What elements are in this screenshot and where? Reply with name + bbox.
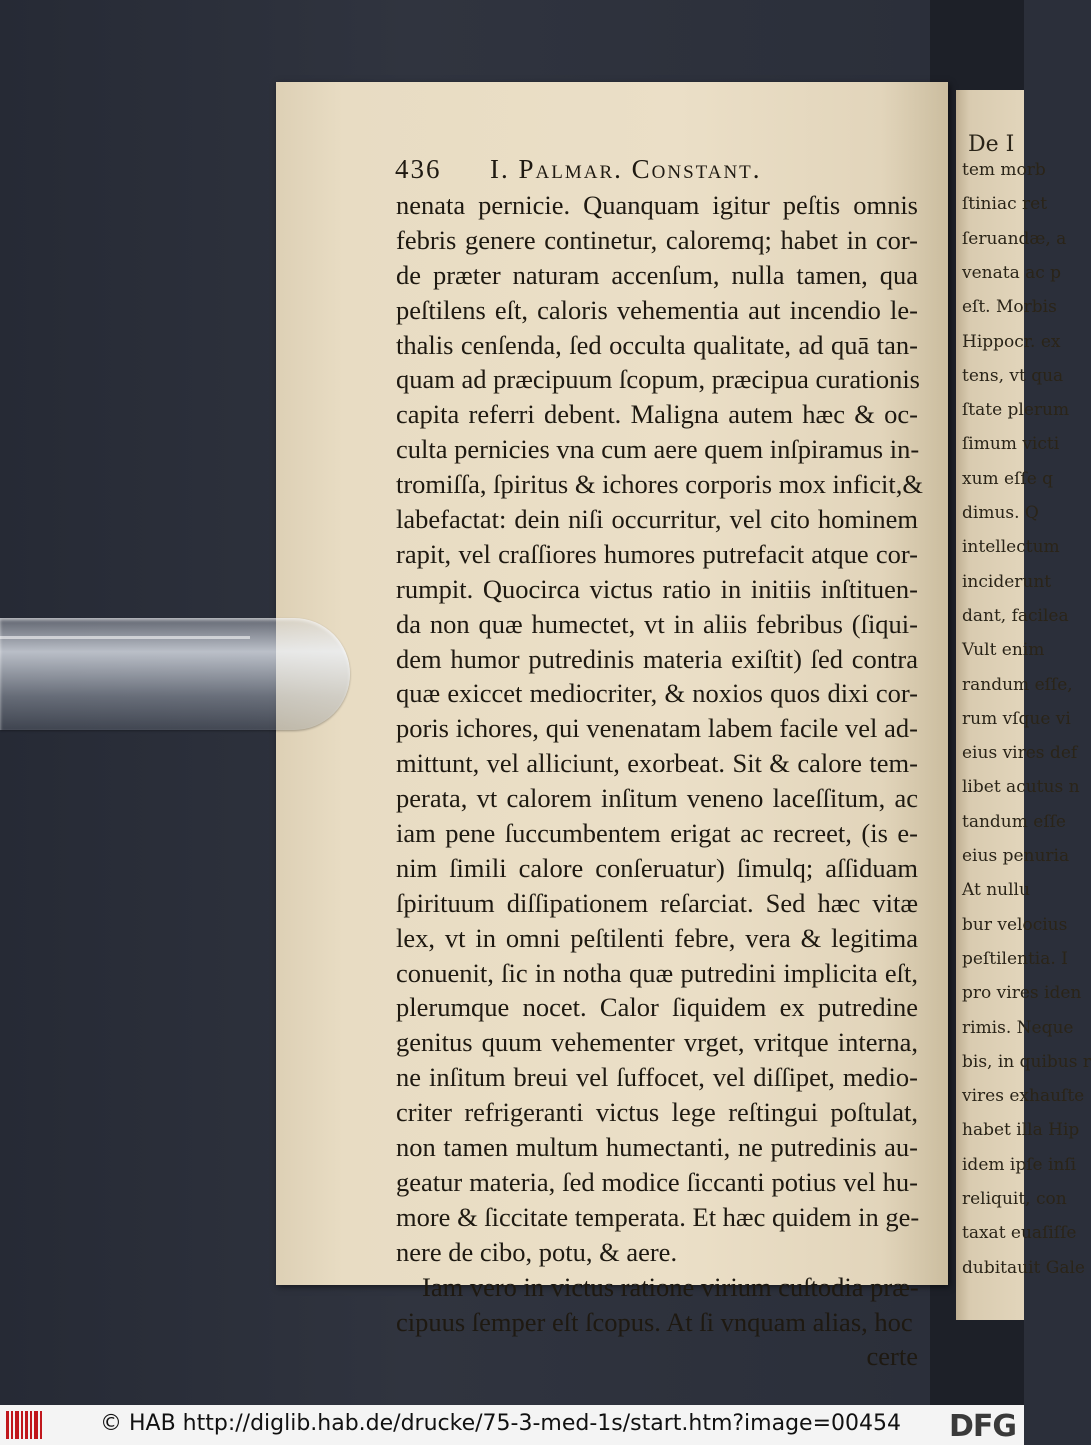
adjacent-text-fragment: Hippocr. ex	[962, 331, 1061, 352]
adjacent-text-fragment: tem morb	[962, 160, 1046, 180]
text-line: rapit, vel craſſiores humores putrefacit atque cor-	[396, 538, 918, 569]
text-line: ne inſitum breui vel ſuffocet, vel diſſipet, medio-	[396, 1062, 918, 1093]
text-line: geatur materia, ſed modice ſiccanti potius vel hu-	[396, 1166, 918, 1197]
adjacent-text-fragment: venata ac p	[962, 262, 1062, 283]
text-line: labefactat: dein niſi occurritur, vel cito hominem	[396, 504, 918, 535]
adjacent-text-fragment: reliquit, con	[962, 1189, 1067, 1209]
text-line: cipuus ſemper eſt ſcopus. At ſi vnquam alias, hoc	[396, 1306, 913, 1337]
text-line: peſtilens eſt, caloris vehementia aut incendio le-	[396, 294, 918, 325]
text-line: nere de cibo, potu, & aere.	[396, 1236, 678, 1267]
adjacent-text-fragment: At nullu	[962, 880, 1030, 901]
adjacent-text-fragment: ſtiniac ret	[962, 194, 1048, 215]
text-line: capita referri debent. Maligna autem hæc & oc-	[396, 399, 918, 430]
text-line: mittunt, vel alliciunt, exorbeat. Sit & calore tem-	[396, 748, 918, 779]
hab-barcode-logo	[6, 1411, 46, 1439]
text-line: poris ichores, qui venenatam labem facile vel ad-	[396, 713, 918, 744]
text-line: quæ exiccet mediocriter, & noxios quos dixi cor-	[396, 678, 918, 709]
catchword: certe	[866, 1341, 918, 1372]
running-header	[395, 154, 915, 188]
barcode-bar	[21, 1411, 23, 1439]
adjacent-text-fragment: De I	[968, 132, 1015, 157]
adjacent-text-fragment: ſeruandæ, a	[962, 228, 1067, 249]
running-head-title: I. Palmar. Constant.	[490, 154, 762, 184]
text-line: febris genere continetur, caloremq; habet in cor-	[396, 224, 918, 255]
text-line: rumpit. Quocirca victus ratio in initiis inſtituen-	[396, 573, 918, 604]
adjacent-text-fragment: peſtilentia. I	[962, 948, 1068, 969]
adjacent-text-fragment: dant, facilea	[962, 605, 1069, 626]
page-number: 436	[395, 154, 442, 184]
text-line: lex, vt in omni peſtilenti febre, vera & legitima	[396, 922, 918, 953]
adjacent-text-fragment: tandum eſſe	[962, 811, 1066, 832]
text-line: nenata pernicie. Quanquam igitur peſtis omnis	[396, 190, 918, 220]
adjacent-text-fragment: dubitauit Gale	[962, 1257, 1085, 1278]
adjacent-text-fragment: eius penuria	[962, 846, 1070, 866]
text-line: criter refrigeranti victus lege reſtingui poſtulat,	[396, 1097, 918, 1128]
barcode-bar	[6, 1411, 9, 1439]
barcode-bar	[40, 1411, 42, 1439]
adjacent-text-fragment: habet illa Hip	[962, 1120, 1080, 1141]
text-line: iam pene ſuccumbentem erigat ac recreet, (is e-	[396, 818, 918, 849]
adjacent-text-fragment: ſtate plerum	[962, 400, 1070, 421]
text-line: culta pernicies vna cum aere quem inſpiramus in-	[396, 434, 920, 465]
glass-highlight	[0, 636, 250, 639]
adjacent-text-fragment: rimis. Neque	[962, 1017, 1074, 1038]
adjacent-text-fragment: bur velocius	[962, 914, 1068, 935]
text-line: Iam vero in victus ratione virium cuſtodia præ-	[422, 1271, 919, 1302]
dfg-logo: DFG	[948, 1409, 1016, 1444]
adjacent-text-fragment: randum eſſe,	[962, 674, 1073, 695]
text-line: da non quæ humectet, vt in aliis febribus (ſiqui-	[396, 608, 918, 639]
adjacent-text-fragment: xum eſſe q	[962, 468, 1054, 489]
adjacent-text-fragment: eius vires def	[962, 743, 1078, 764]
glass-page-holder	[0, 618, 350, 730]
text-line: dem humor putredinis materia exiſtit) ſed contra	[396, 643, 918, 674]
text-line: non tamen multum humectanti, ne putredinis au-	[396, 1132, 918, 1163]
text-line: tromiſſa, ſpiritus & ichores corporis mox inficit,&	[396, 469, 923, 500]
adjacent-text-fragment: bis, in quibus r	[962, 1051, 1091, 1072]
barcode-bar	[15, 1411, 19, 1439]
adjacent-text-fragment: Vult enim	[962, 640, 1045, 661]
text-line: conuenit, ſic in notha quæ putredini implicita eſt,	[396, 957, 918, 988]
text-line: ſpirituum diſſipationem reſarciat. Sed hæc vitæ	[396, 887, 918, 918]
text-line: quam ad præcipuum ſcopum, præcipua curationis	[396, 364, 920, 395]
adjacent-text-fragment: idem ipſe inſi	[962, 1154, 1077, 1175]
barcode-bar	[30, 1411, 32, 1439]
copyright-url[interactable]: © HAB http://diglib.hab.de/drucke/75-3-med-1s/start.htm?image=00454	[100, 1411, 902, 1436]
barcode-bar	[25, 1411, 28, 1439]
text-line: de præter naturam accenſum, nulla tamen, qua	[396, 259, 918, 290]
adjacent-text-fragment: inciderunt	[962, 571, 1052, 592]
text-line: perata, vt calorem inſitum veneno laceſſitum, ac	[396, 783, 918, 814]
adjacent-text-fragment: taxat euaſiſſe	[962, 1223, 1077, 1244]
adjacent-text-fragment: intellectum	[962, 537, 1060, 558]
adjacent-page	[956, 90, 1091, 1320]
barcode-bar	[34, 1411, 38, 1439]
adjacent-text-fragment: vires exhauſte	[962, 1086, 1085, 1107]
adjacent-text-fragment: ſimum victi	[962, 434, 1060, 455]
adjacent-text-fragment: rum vſque vi	[962, 708, 1071, 729]
page-body-text	[396, 188, 923, 1374]
adjacent-text-fragment: dimus. Q	[962, 503, 1039, 523]
text-line: more & ſiccitate temperata. Et hæc quidem in ge-	[396, 1201, 920, 1232]
text-line: nim ſimili calore conſeruatur) ſimulq; aſſiduam	[396, 852, 918, 883]
adjacent-text-fragment: eſt. Morbis	[962, 297, 1057, 318]
adjacent-text-fragment: libet acutus n	[962, 777, 1080, 798]
barcode-bar	[11, 1411, 13, 1439]
footer-bar	[0, 1405, 1024, 1445]
text-line: genitus quum vehementer vrget, vritque interna,	[396, 1027, 918, 1058]
text-line: thalis cenſenda, ſed occulta qualitate, ad quā tan-	[396, 329, 918, 360]
adjacent-text-fragment: pro vires iden	[962, 983, 1082, 1004]
adjacent-text-fragment: tens, vt qua	[962, 365, 1064, 386]
text-line: plerumque nocet. Calor ſiquidem ex putredine	[396, 992, 918, 1023]
